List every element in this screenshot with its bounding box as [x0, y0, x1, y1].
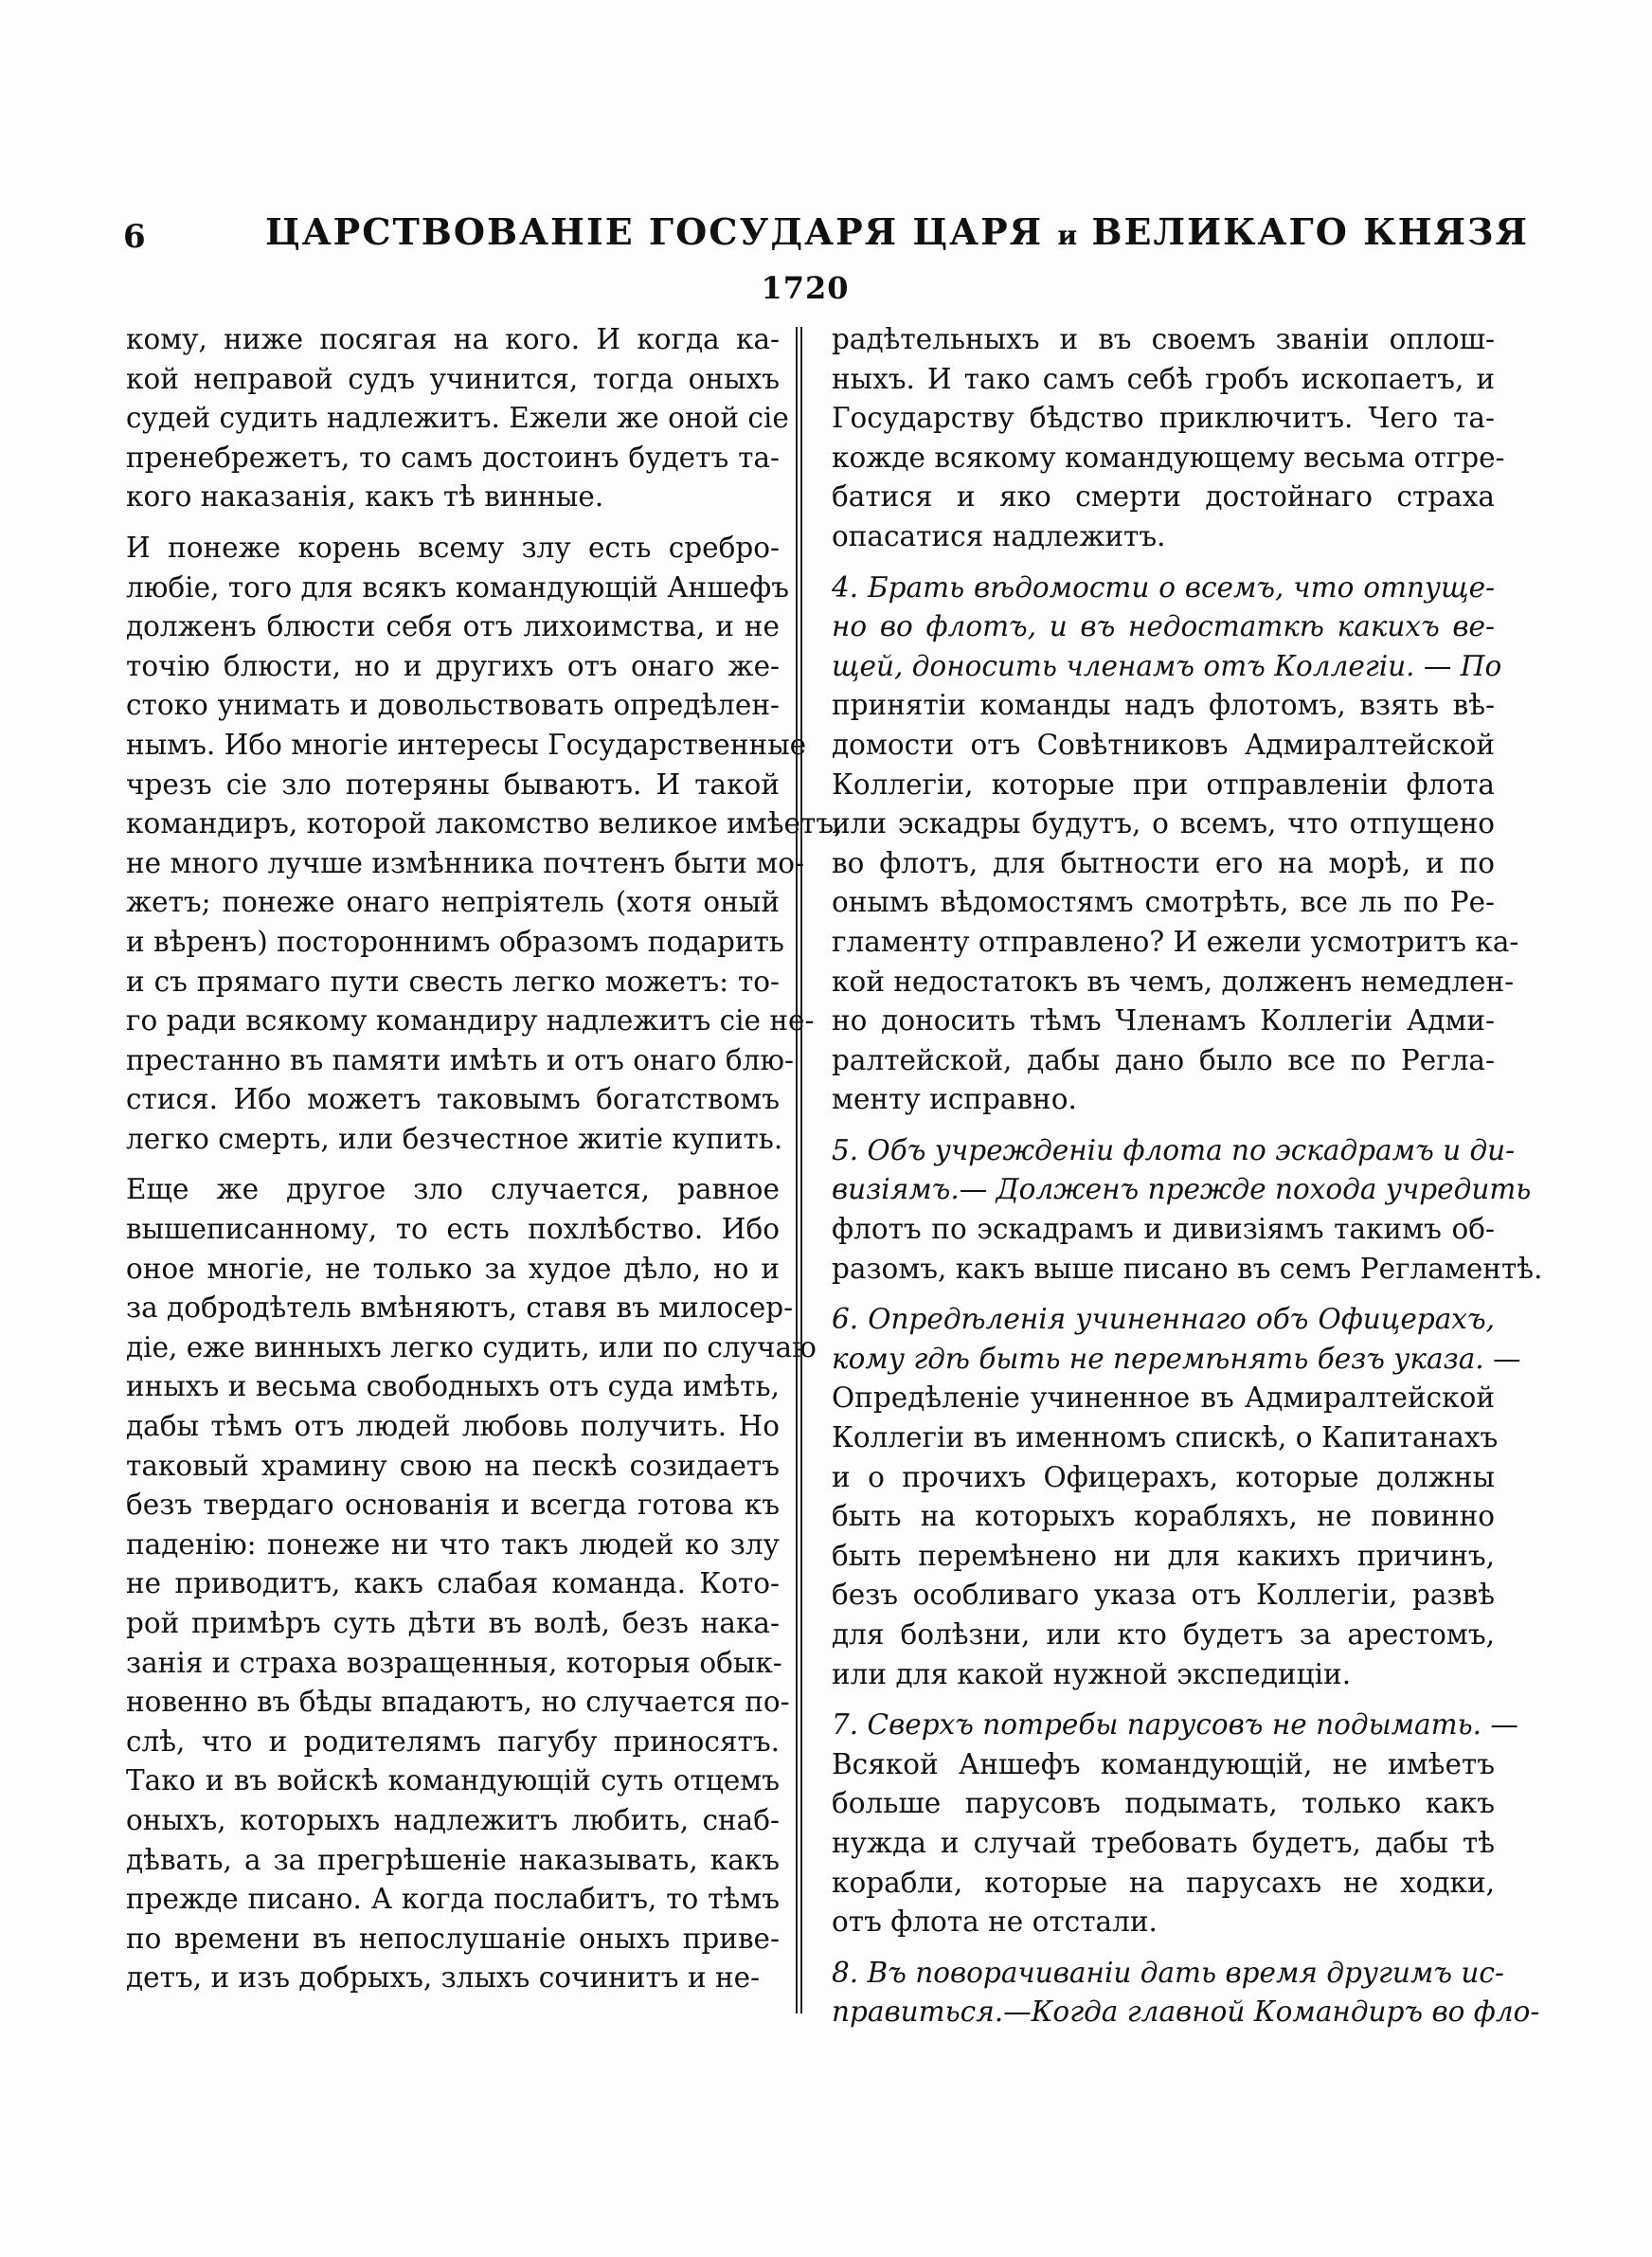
article-title-line: но во флотъ, и въ недостаткѣ какихъ ве-	[832, 610, 1495, 643]
text-line: онымъ вѣдомостямъ смотрѣть, все ль по Ре-	[832, 886, 1495, 919]
text-line: нымъ. Ибо многіе интересы Государственные	[126, 728, 807, 761]
text-line: судей судить надлежитъ. Ежели же оной сіе	[126, 402, 789, 435]
text-line: принятіи команды надъ флотомъ, взять вѣ-	[832, 689, 1495, 722]
text-line: пренебрежетъ, то самъ достоинъ будетъ та-	[126, 441, 780, 474]
text-line: флотъ по эскадрамъ и дивизіямъ такимъ об-	[832, 1213, 1495, 1246]
text-line: го ради всякому командиру надлежитъ сіе не-	[126, 1004, 815, 1038]
article-title-line: 7. Сверхъ потребы парусовъ не подымать. —	[832, 1708, 1518, 1742]
page-number: 6	[123, 218, 146, 256]
text-line: діе, еже винныхъ легко судить, или по случаю	[126, 1330, 817, 1363]
text-line: кой неправой судъ учинится, тогда оныхъ	[126, 362, 780, 395]
text-line: гламенту отправлено? И ежели усмотритъ ка-	[832, 925, 1519, 958]
text-line: и съ прямаго пути свесть легко можетъ: то-	[126, 965, 780, 998]
text-line: домости отъ Совѣтниковъ Адмиралтейской	[832, 728, 1495, 761]
running-head-main: ЦАРСТВОВАНІЕ ГОСУДАРЯ ЦАРЯ	[265, 210, 1058, 253]
text-line: Коллегіи, которые при отправленіи флота	[832, 767, 1495, 801]
text-line: Опредѣленіе учиненное въ Адмиралтейской	[832, 1381, 1495, 1415]
text-line: жетъ; понеже онаго непріятель (хотя оный	[126, 886, 780, 919]
text-line: оныхъ, которыхъ надлежитъ любить, снаб-	[126, 1803, 780, 1836]
article-title-line: 5. Объ учрежденіи флота по эскадрамъ и ди-	[832, 1133, 1516, 1166]
text-line: разомъ, какъ выше писано въ семъ Регламентѣ.	[832, 1252, 1543, 1285]
text-line: быть перемѣнено ни для какихъ причинъ,	[832, 1539, 1495, 1572]
text-line: Еще же другое зло случается, равное	[126, 1173, 780, 1206]
text-line: слѣ, что и родителямъ пагубу приносятъ.	[126, 1724, 780, 1758]
text-line: ралтейской, дабы дано было все по Регла-	[832, 1043, 1495, 1076]
text-line: оное многіе, не только за худое дѣло, но и	[126, 1252, 780, 1285]
paragraph-gap	[832, 557, 1495, 569]
text-line: и о прочихъ Офицерахъ, которые должны	[832, 1460, 1495, 1493]
text-line: кожде всякому командующему весьма отгре-	[832, 441, 1505, 474]
text-line: таковый храмину свою на пескѣ созидаетъ	[126, 1449, 780, 1482]
text-line: чрезъ сіе зло потеряны бываютъ. И такой	[126, 767, 780, 801]
text-line: и вѣренъ) постороннимъ образомъ подарить	[126, 925, 784, 958]
text-line: новенно въ бѣды впадаютъ, но случается по-	[126, 1686, 790, 1719]
text-line: дѣвать, а за прегрѣшеніе наказывать, какъ	[126, 1843, 780, 1876]
paragraph-gap	[832, 1289, 1495, 1300]
text-line: отъ флота не отстали.	[832, 1905, 1158, 1939]
text-line: безъ твердаго основанія и всегда готова къ	[126, 1489, 780, 1522]
paragraph-gap	[832, 1120, 1495, 1131]
article-title-line: щей, доносить членамъ отъ Коллегіи. — По	[832, 649, 1502, 682]
text-line: стоко унимать и довольствовать опредѣлен-	[126, 689, 780, 722]
text-line: больше парусовъ подымать, только какъ	[832, 1787, 1495, 1820]
text-line: радѣтельныхъ и въ своемъ званіи оплош-	[832, 323, 1495, 355]
text-line: или эскадры будутъ, о всемъ, что отпущено	[832, 807, 1495, 840]
text-line: быть на которыхъ корабляхъ, не повинно	[832, 1500, 1495, 1533]
text-line: любіе, того для всякъ командующій Аншефъ	[126, 570, 789, 604]
text-line: кого наказанія, какъ тѣ винные.	[126, 480, 604, 514]
article-title-line: визіямъ.— Долженъ прежде похода учредить	[832, 1173, 1532, 1206]
text-line: дабы тѣмъ отъ людей любовь получить. Но	[126, 1410, 780, 1443]
running-head-end: ВЕЛИКАГО КНЯЗЯ	[1077, 210, 1529, 253]
year-heading: 1720	[761, 270, 850, 306]
text-line: кой недостатокъ въ чемъ, долженъ немедлен-	[832, 965, 1515, 998]
text-line: для болѣзни, или кто будетъ за арестомъ,	[832, 1618, 1495, 1651]
article-title-line: правиться.—Когда главной Командиръ во фло-	[832, 1995, 1540, 2029]
text-line: стися. Ибо можетъ таковымъ богатствомъ	[126, 1083, 780, 1116]
text-line: долженъ блюсти себя отъ лихоимства, и не	[126, 610, 780, 643]
text-line: иныхъ и весьма свободныхъ отъ суда имѣть,	[126, 1370, 780, 1403]
text-line: точію блюсти, но и другихъ отъ онаго же-	[126, 649, 780, 682]
text-line: не много лучше измѣнника почтенъ быти мо-	[126, 846, 804, 879]
running-head-and: и	[1057, 220, 1078, 251]
article-title-line: 8. Въ поворачиваніи дать время другимъ ис-	[832, 1956, 1504, 1989]
text-line: командиръ, которой лакомство великое имѣетъ,	[126, 807, 843, 840]
text-line: не приводитъ, какъ слабая команда. Кото-	[126, 1567, 780, 1600]
article-title-line: 6. Опредѣленія учиненнаго объ Офицерахъ,	[832, 1303, 1495, 1336]
text-line: опасатися надлежитъ.	[832, 519, 1166, 552]
text-line: легко смерть, или безчестное житіе купить.	[126, 1122, 783, 1155]
text-line: вышеписанному, то есть похлѣбство. Ибо	[126, 1213, 780, 1246]
text-line: батися и яко смерти достойнаго страха	[832, 480, 1495, 514]
paragraph-gap	[126, 1159, 780, 1170]
text-line: нужда и случай требовать будетъ, дабы тѣ	[832, 1826, 1495, 1859]
text-line: Коллегіи въ именномъ спискѣ, о Капитанахъ	[832, 1421, 1499, 1454]
paragraph-gap	[126, 517, 780, 529]
text-line: корабли, которые на парусахъ не ходки,	[832, 1866, 1495, 1899]
text-line: Государству бѣдство приключитъ. Чего та-	[832, 402, 1495, 435]
text-line: детъ, и изъ добрыхъ, злыхъ сочинитъ и не-	[126, 1961, 761, 1995]
right-column	[832, 320, 1543, 2032]
text-line: по времени въ непослушаніе оныхъ приве-	[126, 1922, 780, 1955]
running-head	[265, 210, 1529, 253]
text-line: Тако и въ войскѣ командующій суть отцемъ	[126, 1764, 780, 1797]
paragraph-gap	[832, 1694, 1495, 1706]
text-line: во флотъ, для бытности его на морѣ, и по	[832, 846, 1495, 879]
text-line: занія и страха возращенныя, которыя обык-	[126, 1646, 782, 1679]
article-title-line: 4. Брать вѣдомости о всемъ, что отпуще-	[832, 570, 1495, 604]
article-title-line: кому гдѣ быть не перемѣнять безъ указа. —	[832, 1342, 1521, 1375]
text-line: ныхъ. И тако самъ себѣ гробъ ископаетъ, и	[832, 362, 1495, 395]
column-rule	[796, 327, 798, 2013]
text-line: за добродѣтель вмѣняютъ, ставя въ милосер-	[126, 1291, 794, 1325]
column-rule-double	[800, 327, 802, 2013]
text-line: прежде писано. А когда послабитъ, то тѣмъ	[126, 1883, 780, 1916]
text-line: престанно въ памяти имѣть и отъ онаго блю-	[126, 1043, 794, 1076]
text-line: И понеже корень всему злу есть сребро-	[126, 531, 780, 564]
text-line: но доносить тѣмъ Членамъ Коллегіи Адми-	[832, 1004, 1495, 1038]
text-line: Всякой Аншефъ командующій, не имѣетъ	[832, 1747, 1495, 1780]
text-line: или для какой нужной экспедиціи.	[832, 1657, 1352, 1690]
paragraph-gap	[832, 1942, 1495, 1954]
left-column	[126, 320, 843, 1998]
text-line: безъ особливаго указа отъ Коллегіи, развѣ	[832, 1579, 1495, 1612]
text-line: паденію: понеже ни что такъ людей ко злу	[126, 1527, 780, 1561]
text-line: менту исправно.	[832, 1083, 1077, 1116]
text-line: кому, ниже посягая на кого. И когда ка-	[126, 323, 780, 355]
text-line: рой примѣръ суть дѣти въ волѣ, безъ нака-	[126, 1607, 780, 1639]
